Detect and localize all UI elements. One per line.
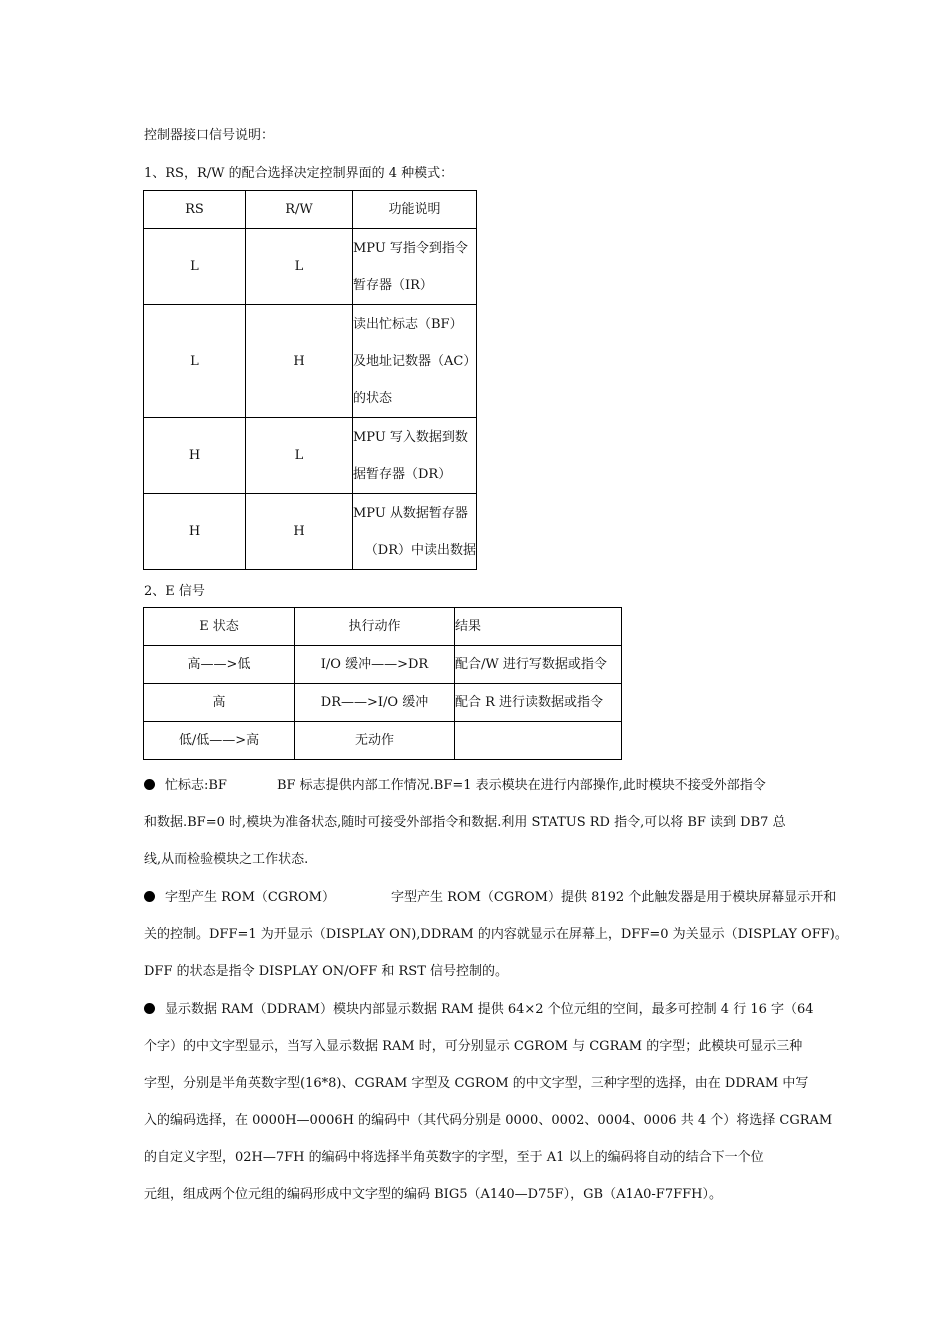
cell-function: MPU 写入数据到数 据暂存器（DR）	[353, 418, 477, 494]
cell-rw: H	[246, 494, 353, 570]
cell-result: 配合 R 进行读数据或指令	[455, 684, 622, 722]
cell-action: DR——>I/O 缓冲	[295, 684, 455, 722]
header-rw: R/W	[246, 191, 353, 229]
header-result: 结果	[455, 608, 622, 646]
cell-rs: H	[144, 494, 246, 570]
cell-result	[455, 722, 622, 760]
page-heading: 控制器接口信号说明：	[144, 128, 275, 143]
table-row	[144, 305, 477, 418]
table-row	[144, 229, 477, 305]
cell-action: 无动作	[295, 722, 455, 760]
bullet-dot-icon	[144, 891, 155, 902]
table-row	[144, 684, 622, 722]
header-rs: RS	[144, 191, 246, 229]
table-row	[144, 494, 477, 570]
cell-rs: H	[144, 418, 246, 494]
header-action: 执行动作	[295, 608, 455, 646]
cell-action: I/O 缓冲——>DR	[295, 646, 455, 684]
cell-result: 配合/W 进行写数据或指令	[455, 646, 622, 684]
cell-rs: L	[144, 305, 246, 418]
table-row	[144, 722, 622, 760]
cell-e-state: 低/低——>高	[144, 722, 295, 760]
header-function: 功能说明	[353, 191, 477, 229]
cell-function: MPU 写指令到指令 暂存器（IR）	[353, 229, 477, 305]
cell-rs: L	[144, 229, 246, 305]
cell-e-state: 高——>低	[144, 646, 295, 684]
cell-rw: L	[246, 229, 353, 305]
table-row	[144, 646, 622, 684]
e-signal-table	[143, 607, 622, 760]
cell-e-state: 高	[144, 684, 295, 722]
mode-table	[143, 190, 477, 570]
bullet-busy-flag: 忙标志:BF BF 标志提供内部工作情况.BF=1 表示模块在进行内部操作,此时模块不接受外部指令 和数据.BF=0 时,模块为准备状态,随时可接受外部指令和数据.利用 STATUS RD 指令,可以将 BF 读到 DB7 总 线,从而检验模块之工作状态.	[144, 778, 786, 867]
section2-title: 2、E 信号	[144, 584, 205, 599]
header-e-state: E 状态	[144, 608, 295, 646]
bullet-cgrom: 字型产生 ROM（CGROM） 字型产生 ROM（CGROM）提供 8192 个此触发器是用于模块屏幕显示开和 关的控制。DFF=1 为开显示（DISPLAY ON),DDRAM 的内容就显示在屏幕上，DFF=0 为关显示（DISPLAY OFF)。 DFF 的状态是指令 DISPLAY ON/OFF 和 RST 信号控制的。	[144, 890, 848, 979]
table-row	[144, 418, 477, 494]
cell-function: MPU 从数据暂存器 （DR）中读出数据	[353, 494, 477, 570]
bullet-ddram: 显示数据 RAM（DDRAM）模块内部显示数据 RAM 提供 64×2 个位元组的空间，最多可控制 4 行 16 字（64 个字）的中文字型显示，当写入显示数据 RAM 时，可分别显示 CGROM 与 CGRAM 的字型；此模块可显示三种 字型，分别是半角英数字型(16*8)、CGRAM 字型及 CGROM 的中文字型，三种字型的选择，由在 DDRAM 中写 入的编码选择，在 0000H—0006H 的编码中（其代码分别是 0000、0002、0004、0006 共 4 个）将选择 CGRAM 的自定义字型，02H—7FH 的编码中将选择半角英数字的字型，至于 A1 以上的编码将自动的结合下一个位 元组，组成两个位元组的编码形成中文字型的编码 BIG5（A140—D75F），GB（A1A0-F7FFH）。	[144, 1002, 833, 1202]
cell-rw: H	[246, 305, 353, 418]
section1-title: 1、RS，R/W 的配合选择决定控制界面的 4 种模式：	[144, 166, 454, 181]
bullet-dot-icon	[144, 779, 155, 790]
cell-rw: L	[246, 418, 353, 494]
cell-function: 读出忙标志（BF） 及地址记数器（AC） 的状态	[353, 305, 477, 418]
bullet-dot-icon	[144, 1003, 155, 1014]
